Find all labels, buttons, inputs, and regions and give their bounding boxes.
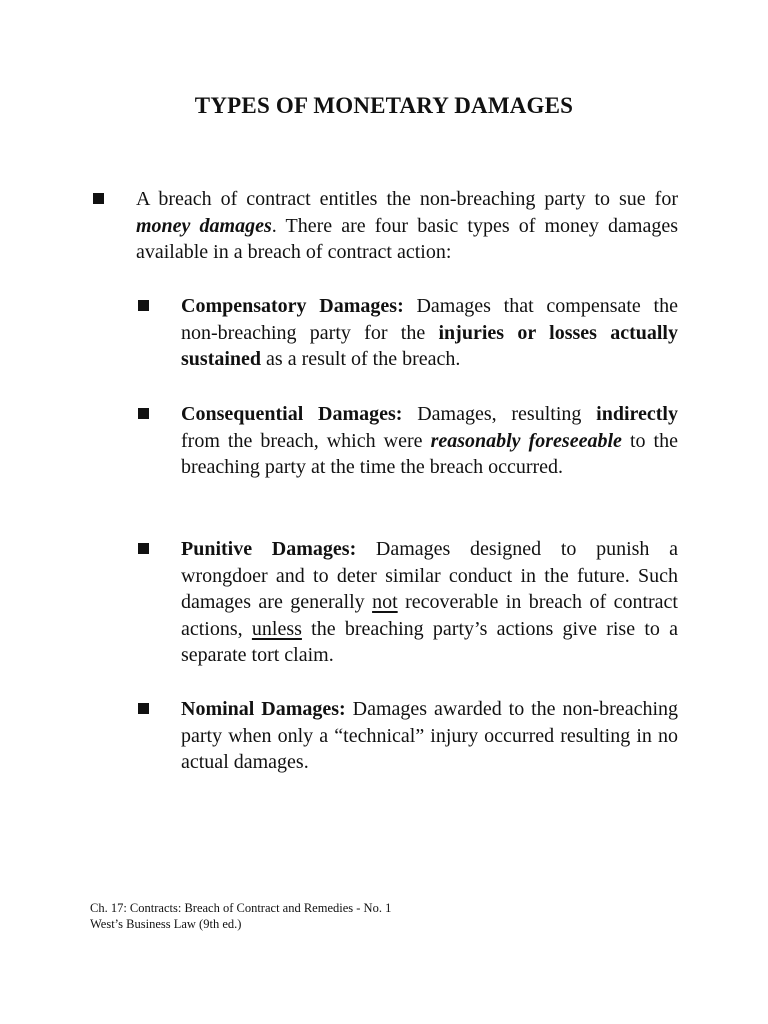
- nominal-paragraph: [181, 696, 678, 776]
- punitive-paragraph: [181, 536, 678, 669]
- intro-text-1: A breach of contract entitles the non-breaching party to sue for: [136, 188, 678, 210]
- page-footer: [90, 900, 391, 932]
- intro-text-2: . There are four basic types of money damages available in a breach of contract action:: [136, 214, 678, 263]
- bullet-square-icon: [138, 408, 149, 419]
- compensatory-bold: injuries or losses actually sustained: [181, 321, 678, 370]
- punitive-underline-not: not: [372, 591, 398, 613]
- nominal-term: Nominal Damages:: [181, 698, 346, 720]
- consequential-paragraph: [181, 401, 678, 481]
- punitive-text-3: the breaching party’s actions give rise to a separate tort claim.: [181, 617, 679, 666]
- consequential-term: Consequential Damages:: [181, 403, 403, 425]
- punitive-underline-unless: unless: [251, 617, 302, 640]
- intro-emphasis: money damages: [136, 214, 272, 237]
- consequential-bold: indirectly: [596, 403, 678, 425]
- footer-chapter: Ch. 17: Contracts: Breach of Contract and Remedies - No. 1: [90, 901, 392, 915]
- compensatory-text-2: as a result of the breach.: [261, 348, 461, 370]
- punitive-text-2: recoverable in breach of contract actions,: [181, 591, 678, 640]
- consequential-text-1: Damages, resulting: [402, 403, 597, 425]
- consequential-bold-italic: reasonably foreseeable: [430, 429, 622, 452]
- punitive-term: Punitive Damages:: [181, 538, 357, 560]
- punitive-text-1: Damages designed to punish a wrongdoer and to deter similar conduct in the future. Such damages are generally: [181, 538, 678, 613]
- footer-source: West’s Business Law (9th ed.): [90, 917, 242, 931]
- intro-paragraph: [136, 186, 678, 266]
- consequential-text-3: to the breaching party at the time the breach occurred.: [181, 429, 678, 478]
- bullet-square-icon: [138, 300, 149, 311]
- page-title: TYPES OF MONETARY DAMAGES: [194, 93, 574, 118]
- bullet-square-icon: [138, 703, 149, 714]
- compensatory-text-1: Damages that compensate the non-breaching party for the: [181, 295, 678, 344]
- compensatory-term: Compensatory Damages:: [181, 295, 404, 317]
- bullet-square-icon: [93, 193, 104, 204]
- nominal-text-1: Damages awarded to the non-breaching party when only a “technical” injury occurred resulting in no actual damages.: [181, 698, 678, 773]
- compensatory-paragraph: [181, 293, 678, 373]
- consequential-text-2: from the breach, which were: [181, 429, 431, 452]
- bullet-square-icon: [138, 543, 149, 554]
